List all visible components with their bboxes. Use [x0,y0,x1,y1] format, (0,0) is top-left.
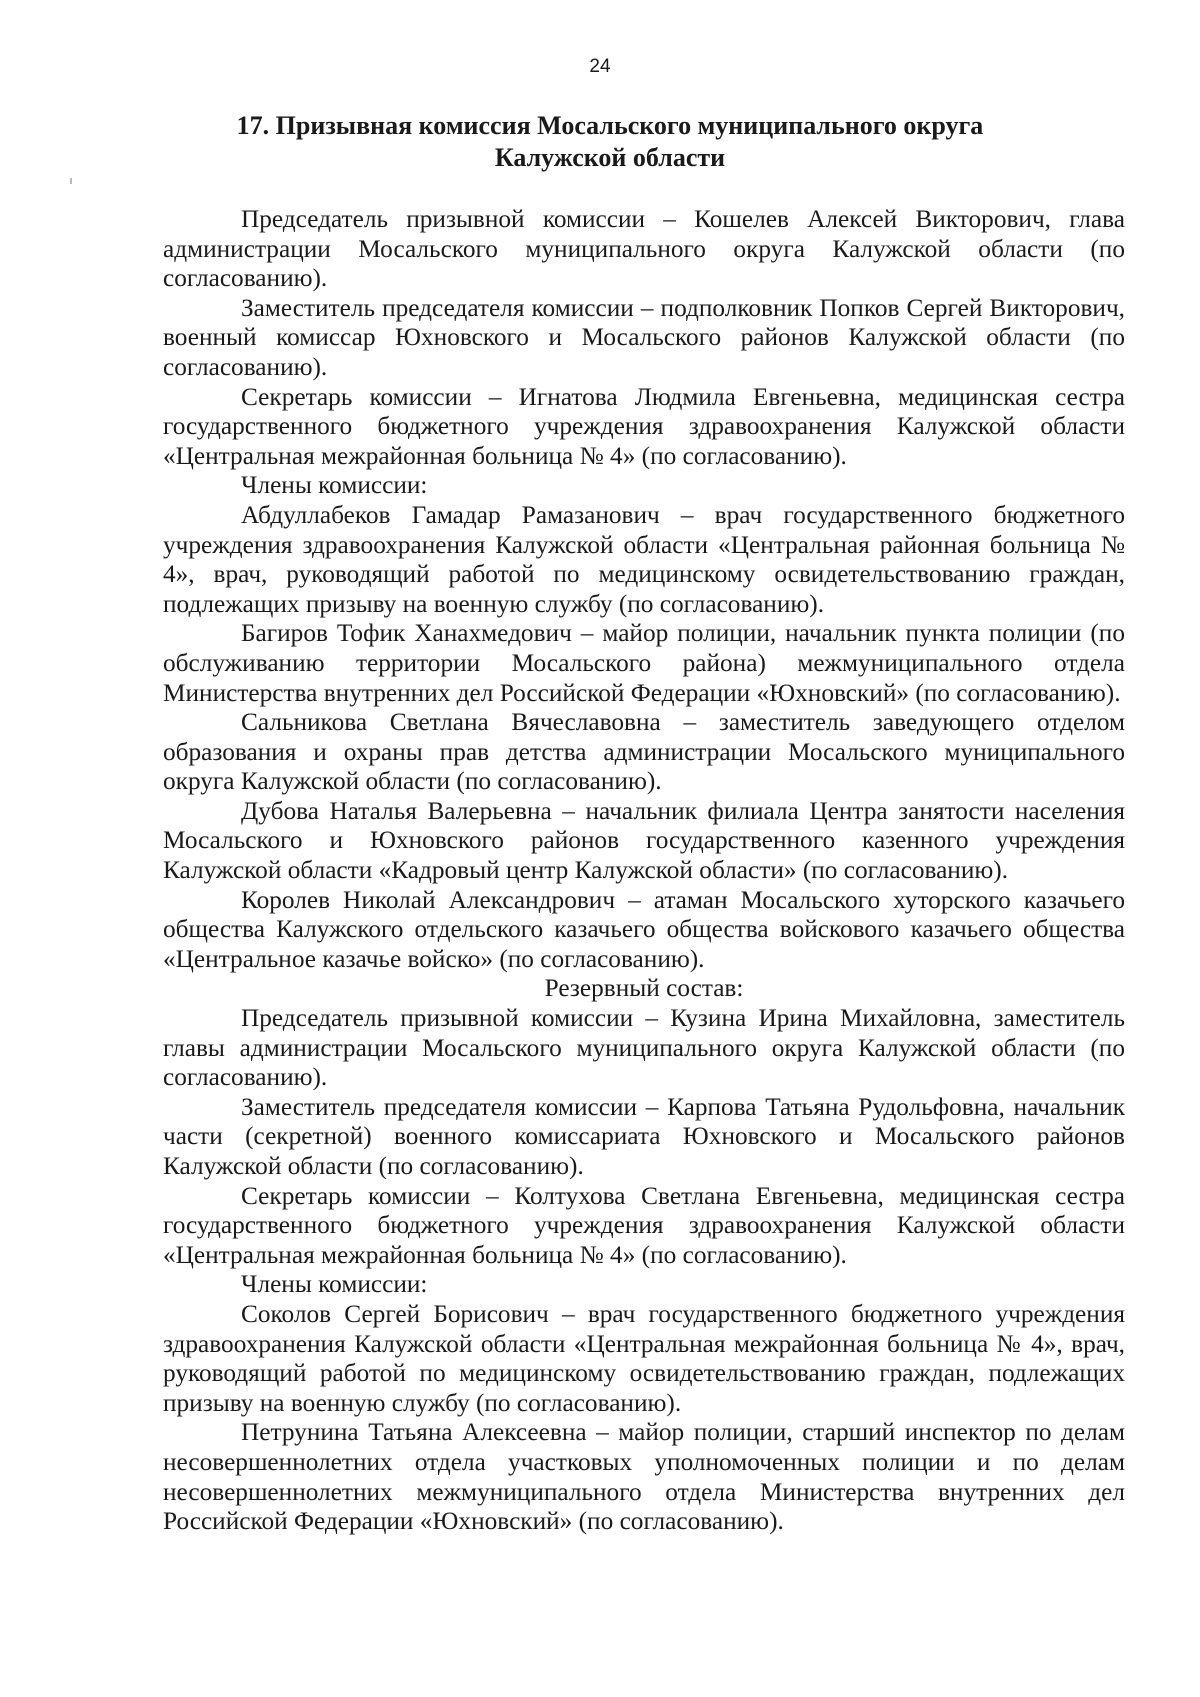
paragraph-member: Королев Николай Александрович – атаман Мосальского хуторского казачьего общества Калужского отдельского казачьего общества войскового казачьего общества «Центральное казачье войско» (по согласованию). [163,885,1125,973]
paragraph-reserve-member: Петрунина Татьяна Алексеевна – майор полиции, старший инспектор по делам несовершеннолетних отдела участковых уполномоченных полиции и по делам несовершеннолетних межмуниципального отдела Министерства внутренних дел Российской Федерации «Юхновский» (по согласованию). [163,1418,1125,1536]
scan-margin-mark [70,178,72,184]
reserve-composition-label: Резервный состав: [544,974,744,1003]
heading-line-2: Калужской области [494,143,726,172]
paragraph-reserve-deputy-chairman: Заместитель председателя комиссии – Карпова Татьяна Рудольфовна, начальник части (секретной) военного комиссариата Юхновского и Мосальского районов Калужской области (по согласованию). [163,1092,1125,1180]
paragraph-reserve-secretary: Секретарь комиссии – Колтухова Светлана Евгеньевна, медицинская сестра государственного бюджетного учреждения здравоохранения Калужской области «Центральная межрайонная больница № 4» (по согласованию). [163,1181,1125,1269]
paragraph-member: Сальникова Светлана Вячеславовна – заместитель заведующего отделом образования и охраны прав детства администрации Мосальского муниципального округа Калужской области (по согласованию). [163,708,1125,796]
page-number: 24 [589,56,611,77]
heading-line-1: 17. Призывная комиссия Мосальского муниципального округа [236,111,984,140]
paragraph-reserve-member: Соколов Сергей Борисович – врач государственного бюджетного учреждения здравоохранения Калужской области «Центральная межрайонная больница № 4», врач, руководящий работой по медицинскому освидетельствованию граждан, подлежащих призыву на военную службу (по согласованию). [163,1299,1125,1417]
paragraph-reserve-members-label: Члены комиссии: [241,1270,428,1299]
document-body [163,205,1125,1537]
paragraph-chairman: Председатель призывной комиссии – Кошелев Алексей Викторович, глава администрации Мосальского муниципального округа Калужской области (по согласованию). [163,205,1125,293]
paragraph-deputy-chairman: Заместитель председателя комиссии – подполковник Попков Сергей Викторович, военный комиссар Юхновского и Мосальского районов Калужской области (по согласованию). [163,293,1125,381]
paragraph-member: Багиров Тофик Ханахмедович – майор полиции, начальник пункта полиции (по обслуживанию территории Мосальского района) межмуниципального отдела Министерства внутренних дел Российской Федерации «Юхновский» (по согласованию). [163,619,1125,707]
paragraph-secretary: Секретарь комиссии – Игнатова Людмила Евгеньевна, медицинская сестра государственного бюджетного учреждения здравоохранения Калужской области «Центральная межрайонная больница № 4» (по согласованию). [163,382,1125,470]
paragraph-member: Абдуллабеков Гамадар Рамазанович – врач государственного бюджетного учреждения здравоохранения Калужской области «Центральная районная больница № 4», врач, руководящий работой по медицинскому освидетельствованию граждан, подлежащих призыву на военную службу (по согласованию). [163,500,1125,618]
paragraph-members-label: Члены комиссии: [241,471,428,500]
paragraph-reserve-chairman: Председатель призывной комиссии – Кузина Ирина Михайловна, заместитель главы администрации Мосальского муниципального округа Калужской области (по согласованию). [163,1004,1125,1092]
paragraph-member: Дубова Наталья Валерьевна – начальник филиала Центра занятости населения Мосальского и Юхновского районов государственного казенного учреждения Калужской области «Кадровый центр Калужской области» (по согласованию). [163,796,1125,885]
section-heading [170,110,1050,174]
